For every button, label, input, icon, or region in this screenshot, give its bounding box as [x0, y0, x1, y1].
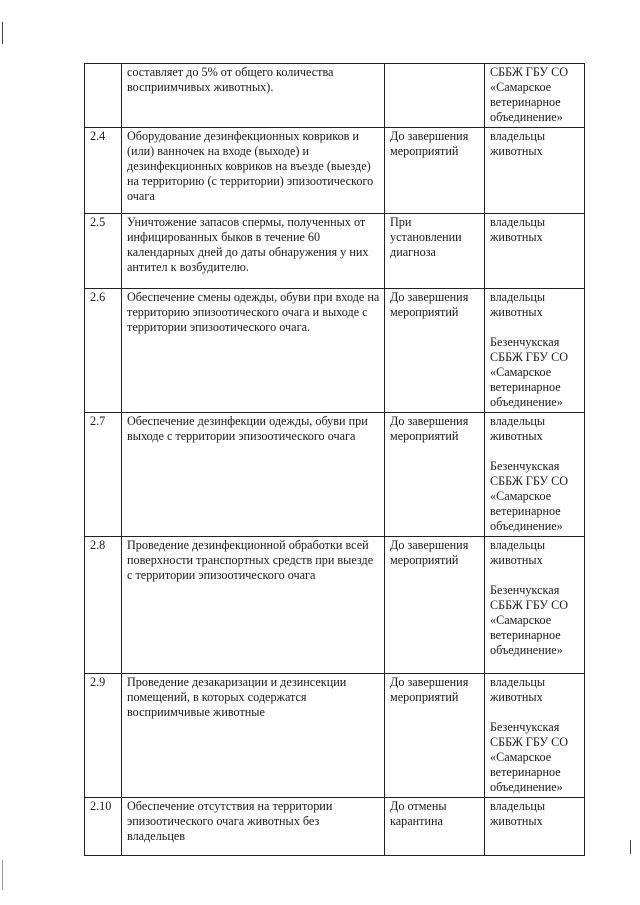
- responsible-line: животных: [490, 814, 543, 828]
- responsible-line: владельцы: [490, 675, 546, 689]
- term-cell: До завершения мероприятий: [385, 674, 485, 798]
- term-cell: До завершения мероприятий: [385, 289, 485, 413]
- responsible-line: ветеринарное: [490, 504, 561, 518]
- table-row: [85, 413, 585, 537]
- responsible-line: животных: [490, 553, 543, 567]
- action-cell: Проведение дезакаризации и дезинсекции помещений, в которых содержатся восприимчивые животные: [122, 674, 385, 798]
- responsible-spacer: [490, 568, 580, 583]
- responsible-cell: [485, 64, 585, 128]
- responsible-line: Безенчукская: [490, 583, 560, 597]
- measures-table: [84, 63, 585, 856]
- responsible-line: «Самарское: [490, 80, 552, 94]
- responsible-line: Безенчукская: [490, 459, 560, 473]
- responsible-line: животных: [490, 230, 543, 244]
- action-cell: Уничтожение запасов спермы, полученных от инфицированных быков в течение 60 календарных дней до даты обнаружения у них антител к возбудителю.: [122, 214, 385, 289]
- responsible-line: владельцы: [490, 799, 546, 813]
- scan-edge-mark: [630, 840, 631, 854]
- table-row: [85, 214, 585, 289]
- item-number-cell: 2.5: [85, 214, 122, 289]
- responsible-line: ветеринарное: [490, 95, 561, 109]
- term-cell: До завершения мероприятий: [385, 128, 485, 214]
- item-number-cell: 2.9: [85, 674, 122, 798]
- term-cell: До завершения мероприятий: [385, 413, 485, 537]
- item-number-cell: 2.10: [85, 798, 122, 856]
- responsible-line: владельцы: [490, 538, 546, 552]
- responsible-line: «Самарское: [490, 750, 552, 764]
- scan-edge-mark: [2, 860, 3, 890]
- responsible-line: владельцы: [490, 129, 546, 143]
- item-number-cell: 2.4: [85, 128, 122, 214]
- responsible-line: владельцы: [490, 414, 546, 428]
- scan-edge-mark: [2, 22, 3, 44]
- responsible-line: СББЖ ГБУ СО: [490, 735, 569, 749]
- term-cell: [385, 64, 485, 128]
- responsible-cell: [485, 674, 585, 798]
- responsible-line: СББЖ ГБУ СО: [490, 65, 569, 79]
- table-row: [85, 674, 585, 798]
- item-number-cell: 2.8: [85, 537, 122, 674]
- measures-table-body: [85, 64, 585, 856]
- responsible-cell: [485, 413, 585, 537]
- responsible-line: СББЖ ГБУ СО: [490, 350, 569, 364]
- table-row: [85, 289, 585, 413]
- item-number-cell: 2.7: [85, 413, 122, 537]
- responsible-line: ветеринарное: [490, 628, 561, 642]
- term-cell: До отмены карантина: [385, 798, 485, 856]
- responsible-line: объединение»: [490, 643, 563, 657]
- item-number-cell: 2.6: [85, 289, 122, 413]
- action-cell: Обеспечение дезинфекции одежды, обуви при выходе с территории эпизоотического очага: [122, 413, 385, 537]
- responsible-line: животных: [490, 305, 543, 319]
- table-row: [85, 798, 585, 856]
- action-cell: Обеспечение смены одежды, обуви при входе на территорию эпизоотического очага и выходе с территории эпизоотического очага.: [122, 289, 385, 413]
- term-cell: При установлении диагноза: [385, 214, 485, 289]
- responsible-line: владельцы: [490, 290, 546, 304]
- responsible-line: животных: [490, 429, 543, 443]
- responsible-cell: [485, 128, 585, 214]
- responsible-line: объединение»: [490, 110, 563, 124]
- responsible-line: владельцы: [490, 215, 546, 229]
- responsible-spacer: [490, 320, 580, 335]
- responsible-spacer: [490, 444, 580, 459]
- action-cell: Проведение дезинфекционной обработки всей поверхности транспортных средств при выезде с территории эпизоотического очага: [122, 537, 385, 674]
- responsible-line: «Самарское: [490, 365, 552, 379]
- responsible-line: Безенчукская: [490, 335, 560, 349]
- responsible-cell: [485, 214, 585, 289]
- responsible-line: ветеринарное: [490, 380, 561, 394]
- responsible-spacer: [490, 705, 580, 720]
- responsible-cell: [485, 289, 585, 413]
- table-row: [85, 128, 585, 214]
- responsible-line: «Самарское: [490, 489, 552, 503]
- responsible-line: СББЖ ГБУ СО: [490, 474, 569, 488]
- responsible-line: животных: [490, 690, 543, 704]
- action-cell: Обеспечение отсутствия на территории эпизоотического очага животных без владельцев: [122, 798, 385, 856]
- responsible-line: объединение»: [490, 780, 563, 794]
- term-cell: До завершения мероприятий: [385, 537, 485, 674]
- responsible-line: объединение»: [490, 519, 563, 533]
- action-cell: составляет до 5% от общего количества восприимчивых животных).: [122, 64, 385, 128]
- responsible-line: «Самарское: [490, 613, 552, 627]
- responsible-cell: [485, 798, 585, 856]
- item-number-cell: [85, 64, 122, 128]
- responsible-line: животных: [490, 144, 543, 158]
- responsible-cell: [485, 537, 585, 674]
- action-cell: Оборудование дезинфекционных ковриков и (или) ванночек на входе (выходе) и дезинфекционных ковриков на въезде (выезде) на территорию (с территории) эпизоотического очага: [122, 128, 385, 214]
- responsible-line: Безенчукская: [490, 720, 560, 734]
- table-row: [85, 537, 585, 674]
- responsible-line: СББЖ ГБУ СО: [490, 598, 569, 612]
- responsible-line: ветеринарное: [490, 765, 561, 779]
- table-row: [85, 64, 585, 128]
- responsible-line: объединение»: [490, 395, 563, 409]
